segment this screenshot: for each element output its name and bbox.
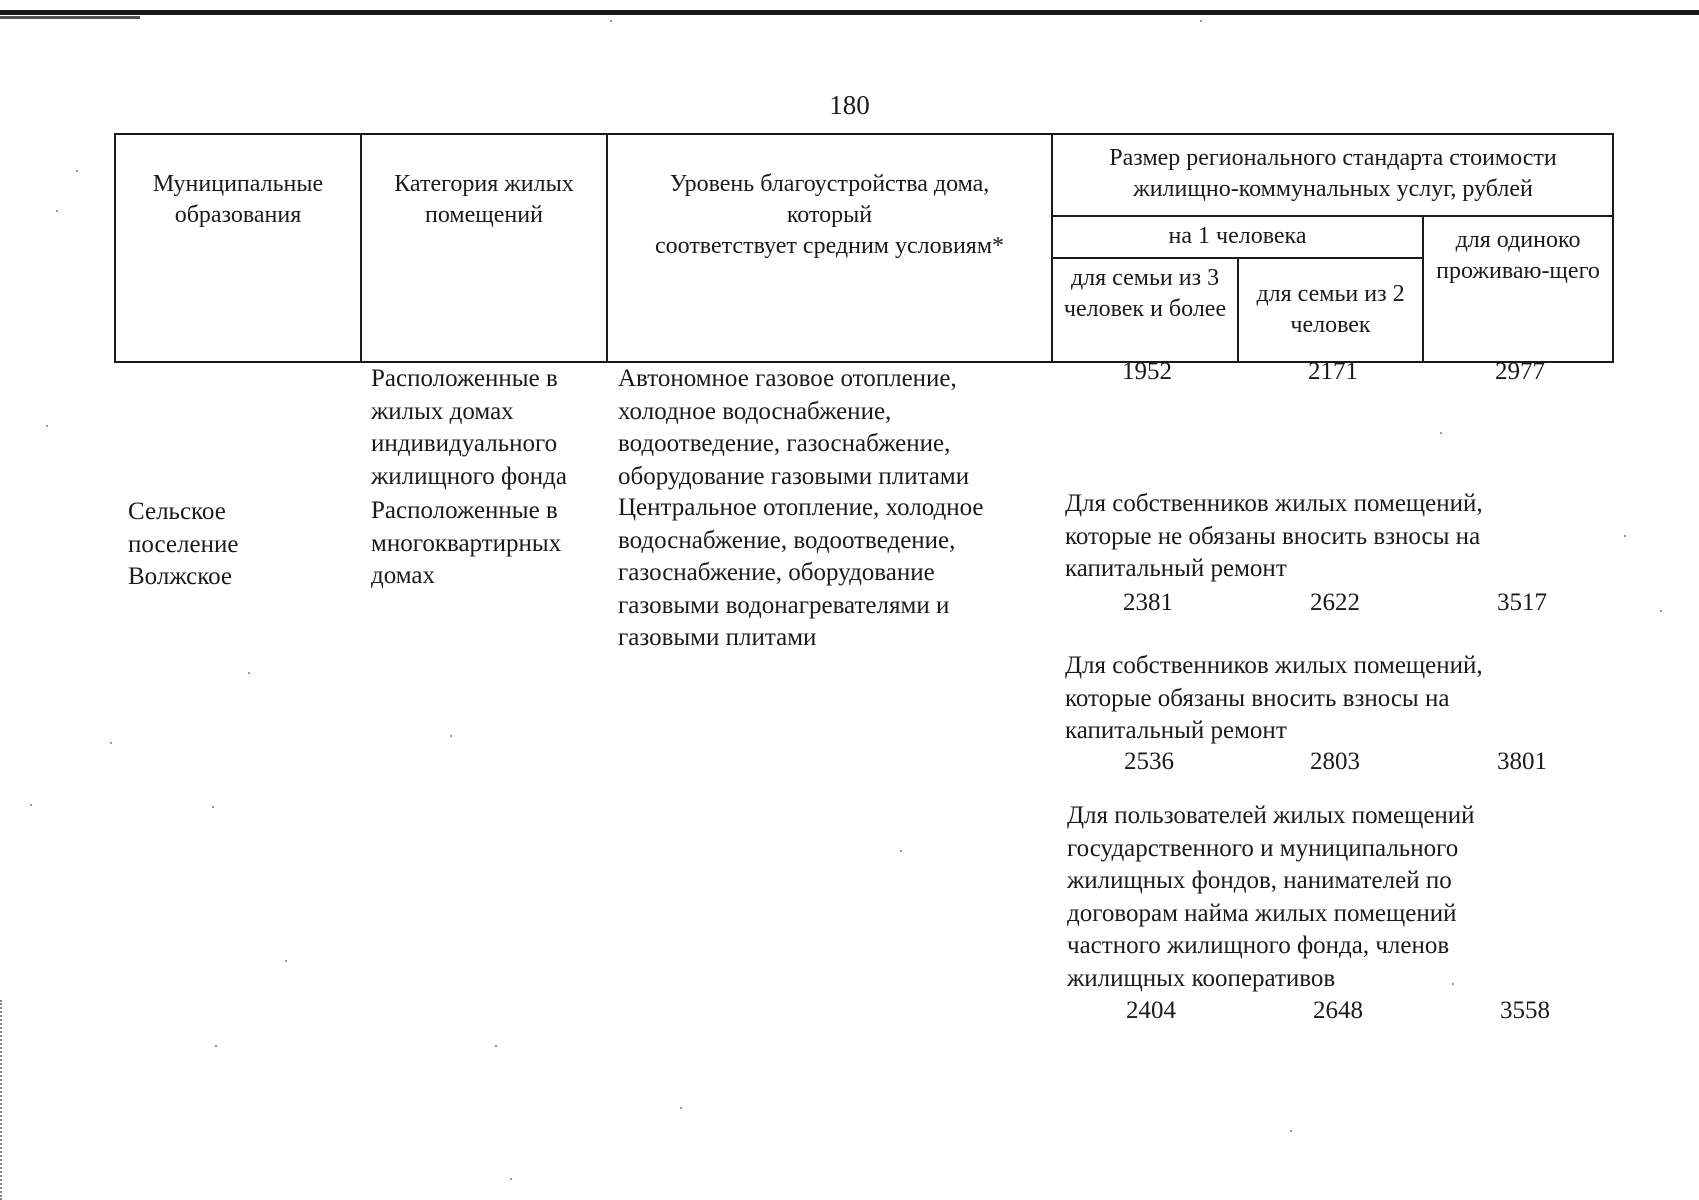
row2-category xyxy=(371,495,561,593)
group2-value-family3: 2536 xyxy=(1124,748,1174,775)
category-line: Расположенные в xyxy=(371,365,558,392)
row1-category xyxy=(371,363,567,493)
group-label-line: частного жилищного фонда, членов xyxy=(1067,932,1450,959)
group-label-line: государственного и муниципального xyxy=(1067,834,1459,862)
scan-speck xyxy=(1660,610,1662,612)
group1-value-family3: 2381 xyxy=(1123,589,1173,616)
header-family3: для семьи из 3 человек и более xyxy=(1063,265,1227,322)
group-label-line: капитальный ремонт xyxy=(1065,555,1287,582)
level-line: газовыми плитами xyxy=(618,624,817,651)
level-line: газовыми водонагревателями и xyxy=(618,591,950,619)
level-line: водоотведение, газоснабжение, xyxy=(618,430,951,457)
scan-speck xyxy=(1452,983,1454,985)
scan-speck xyxy=(76,170,78,172)
row1-level xyxy=(618,363,969,493)
level-line: оборудование газовыми плитами xyxy=(618,462,970,490)
category-line: домах xyxy=(371,562,435,589)
left-margin-dots xyxy=(0,1000,4,1200)
level-line: водоснабжение, водоотведение, xyxy=(618,526,956,554)
municipality-name xyxy=(128,496,238,594)
row1-value-single: 2977 xyxy=(1495,358,1545,385)
row1-value-family3: 1952 xyxy=(1122,358,1172,385)
scan-speck xyxy=(212,806,214,808)
group3-label xyxy=(1067,800,1475,995)
header-family2: для семьи из 2 человек xyxy=(1256,281,1405,338)
scan-speck xyxy=(46,425,48,427)
header-level-line: который xyxy=(786,202,873,228)
header-standard xyxy=(1053,143,1613,205)
group1-label xyxy=(1065,488,1483,586)
group-label-line: договорам найма жилых помещений xyxy=(1067,899,1457,927)
level-line: холодное водоснабжение, xyxy=(618,397,892,425)
page-number: 180 xyxy=(829,90,870,120)
group1-value-family2: 2622 xyxy=(1310,589,1360,616)
scan-speck xyxy=(215,1045,217,1047)
scan-speck xyxy=(285,960,287,962)
scan-speck xyxy=(1200,20,1202,22)
scan-speck xyxy=(610,20,612,22)
group-label-line: жилищных фондов, нанимателей по xyxy=(1067,867,1452,894)
category-line: индивидуального xyxy=(371,430,558,457)
header-category: Категория жилых помещений xyxy=(394,171,574,228)
table-header xyxy=(114,133,1614,363)
group3-value-family3: 2404 xyxy=(1126,997,1176,1024)
header-level-line: соответствует средним условиям* xyxy=(654,233,1005,259)
group-label-line: капитальный ремонт xyxy=(1065,717,1287,744)
scan-speck xyxy=(56,210,58,212)
municipality-line: Сельское xyxy=(128,498,226,525)
scan-speck xyxy=(1290,1130,1292,1132)
group3-value-family2: 2648 xyxy=(1313,997,1363,1024)
group2-value-family2: 2803 xyxy=(1310,748,1360,775)
scan-speck xyxy=(248,672,250,674)
header-standard-line: Размер регионального стандарта стоимости xyxy=(1109,145,1557,171)
header-single: для одиноко проживаю-щего xyxy=(1436,227,1600,284)
municipality-line: поселение xyxy=(128,530,239,558)
scan-speck xyxy=(450,735,452,737)
scan-speck xyxy=(110,742,112,744)
header-standard-line: жилищно-коммунальных услуг, рублей xyxy=(1133,176,1533,202)
group2-label xyxy=(1065,650,1483,748)
divider xyxy=(1051,257,1424,259)
header-level xyxy=(608,169,1051,262)
group-label-line: которые не обязаны вносить взносы на xyxy=(1065,522,1481,550)
group1-value-single: 3517 xyxy=(1497,589,1547,616)
level-line: Автономное газовое отопление, xyxy=(618,365,957,392)
level-line: газоснабжение, оборудование xyxy=(618,559,935,586)
header-per-person: на 1 человека xyxy=(1168,223,1307,249)
header-level-line: Уровень благоустройства дома, xyxy=(669,171,990,197)
group3-value-single: 3558 xyxy=(1500,997,1550,1024)
row1-value-family2: 2171 xyxy=(1308,358,1358,385)
group-label-line: Для собственников жилых помещений, xyxy=(1065,652,1483,679)
scan-speck xyxy=(30,804,32,806)
scan-speck xyxy=(1624,535,1626,537)
divider xyxy=(1051,215,1612,217)
top-border-rule xyxy=(0,10,1699,15)
top-border-rule-left xyxy=(0,16,140,19)
scan-speck xyxy=(510,1178,512,1180)
level-line: Центральное отопление, холодное xyxy=(618,494,984,521)
municipality-line: Волжское xyxy=(128,563,233,590)
scan-speck xyxy=(1440,432,1442,434)
category-line: жилых домах xyxy=(371,397,514,425)
row2-level xyxy=(618,492,984,655)
category-line: Расположенные в xyxy=(371,497,558,524)
scan-speck xyxy=(495,1045,497,1047)
category-line: многоквартирных xyxy=(371,529,562,557)
header-municipal: Муниципальные образования xyxy=(152,171,324,228)
category-line: жилищного фонда xyxy=(371,462,567,490)
group2-value-single: 3801 xyxy=(1497,748,1547,775)
group-label-line: Для пользователей жилых помещений xyxy=(1067,802,1475,829)
group-label-line: жилищных кооперативов xyxy=(1067,964,1336,992)
scan-speck xyxy=(900,850,902,852)
group-label-line: Для собственников жилых помещений, xyxy=(1065,490,1483,517)
group-label-line: которые обязаны вносить взносы на xyxy=(1065,684,1450,712)
scan-speck xyxy=(680,1107,682,1109)
